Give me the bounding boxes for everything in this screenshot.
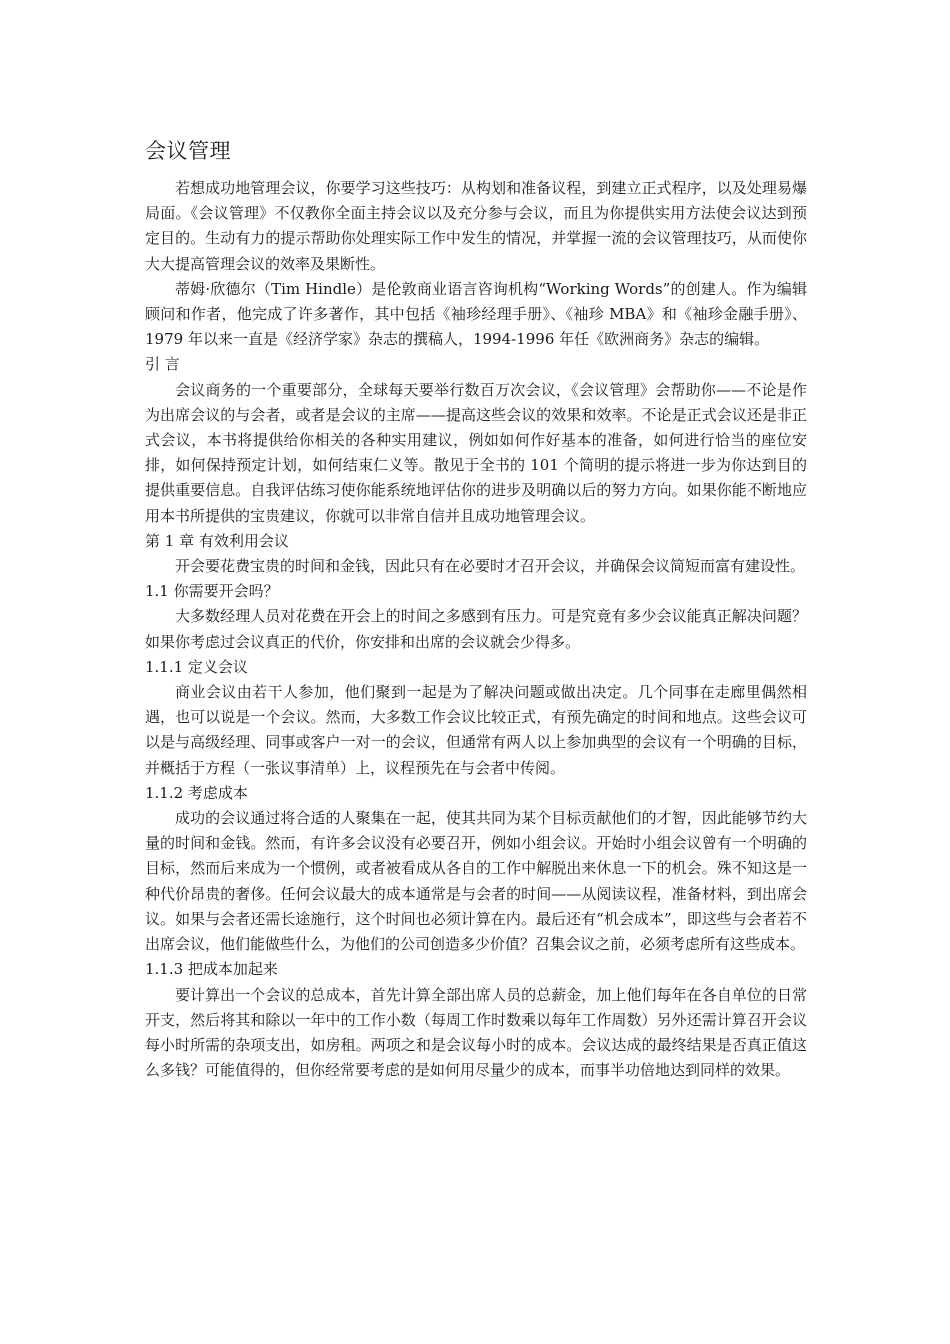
intro-paragraph: 若想成功地管理会议，你要学习这些技巧：从构划和准备议程，到建立正式程序，以及处理易爆局面。《会议管理》不仅教你全面主持会议以及充分参与会议，而且为你提供实用方法使会议达到预定目的。生动有力的提示帮助你处理实际工作中发生的情况，并掌握一流的会议管理技巧，从而使你大大提高管理会议的效率及果断性。 — [145, 179, 807, 273]
section-1-1-2-paragraph: 成功的会议通过将合适的人聚集在一起，使其共同为某个目标贡献他们的才智，因此能够节约大量的时间和金钱。然而，有许多会议没有必要召开，例如小组会议。开始时小组会议曾有一个明确的目标，然而后来成为一个惯例，或者被看成从各自的工作中解脱出来休息一下的机会。殊不知这是一种代价昂贵的奢侈。任何会议最大的成本通常是与会者的时间——从阅读议程，准备材料，到出席会议。如果与会者还需长途施行，这个时间也必须计算在内。最后还有“机会成本”，即这些与会者若不出席会议，他们能做些什么，为他们的公司创造多少价值？召集会议之前，必须考虑所有这些成本。 — [145, 809, 807, 954]
section-heading-preface: 引 言 — [145, 355, 180, 374]
preface-paragraph: 会议商务的一个重要部分，全球每天要举行数百万次会议，《会议管理》会帮助你——不论是作为出席会议的与会者，或者是会议的主席——提高这些会议的效果和效率。不论是正式会议还是非正式会议，本书将提供给你相关的各种实用建议，例如如何作好基本的准备，如何进行恰当的座位安排，如何保持预定计划，如何结束仁义等。散见于全书的 101 个简明的提示将进一步为你达到目的提供重要信息。自我评估练习使你能系统地评估你的进步及明确以后的努力方向。如果你能不断地应用本书所提供的宝贵建议，你就可以非常自信并且成功地管理会议。 — [145, 380, 807, 525]
author-paragraph: 蒂姆·欣德尔（Tim Hindle）是伦敦商业语言咨询机构“Working Words”的创建人。作为编辑顾问和作者，他完成了许多著作，其中包括《袖珍经理手册》、《袖珍 MBA》和《袖珍金融手册》、1979 年以来一直是《经济学家》杂志的撰稿人，1994-1996 年任《欧洲商务》杂志的编辑。 — [145, 279, 807, 349]
section-1-1-1-paragraph: 商业会议由若干人参加，他们聚到一起是为了解决问题或做出决定。几个同事在走廊里偶然相遇，也可以说是一个会议。然而，大多数工作会议比较正式，有预先确定的时间和地点。这些会议可以是与高级经理、同事或客户一对一的会议，但通常有两人以上参加典型的会议有一个明确的目标，并概括于方程（一张议事清单）上，议程预先在与会者中传阅。 — [145, 683, 807, 777]
section-1-1-3-paragraph: 要计算出一个会议的总成本，首先计算全部出席人员的总薪金，加上他们每年在各自单位的日常开支，然后将其和除以一年中的工作小数（每周工作时数乘以每年工作周数）另外还需计算召开会议每小时所需的杂项支出，如房租。两项之和是会议每小时的成本。会议达成的最终结果是否真正值这么多钱？可能值得的，但你经常要考虑的是如何用尽量少的成本，而事半功倍地达到同样的效果。 — [145, 985, 807, 1080]
chapter-1-paragraph: 开会要花费宝贵的时间和金钱，因此只有在必要时才召开会议，并确保会议简短而富有建设性。 — [175, 557, 806, 576]
section-heading-1-1: 1.1 你需要开会吗？ — [145, 582, 279, 601]
document-title: 会议管理 — [145, 139, 231, 163]
chapter-heading-1: 第 1 章 有效利用会议 — [145, 531, 289, 550]
section-heading-1-1-3: 1.1.3 把成本加起来 — [145, 960, 278, 979]
section-heading-1-1-2: 1.1.2 考虑成本 — [145, 783, 248, 802]
section-heading-1-1-1: 1.1.1 定义会议 — [145, 657, 248, 676]
section-1-1-paragraph: 大多数经理人员对花费在开会上的时间之多感到有压力。可是究竟有多少会议能真正解决问题？如果你考虑过会议真正的代价，你安排和出席的会议就会少得多。 — [145, 607, 807, 651]
document-page — [145, 136, 807, 1083]
